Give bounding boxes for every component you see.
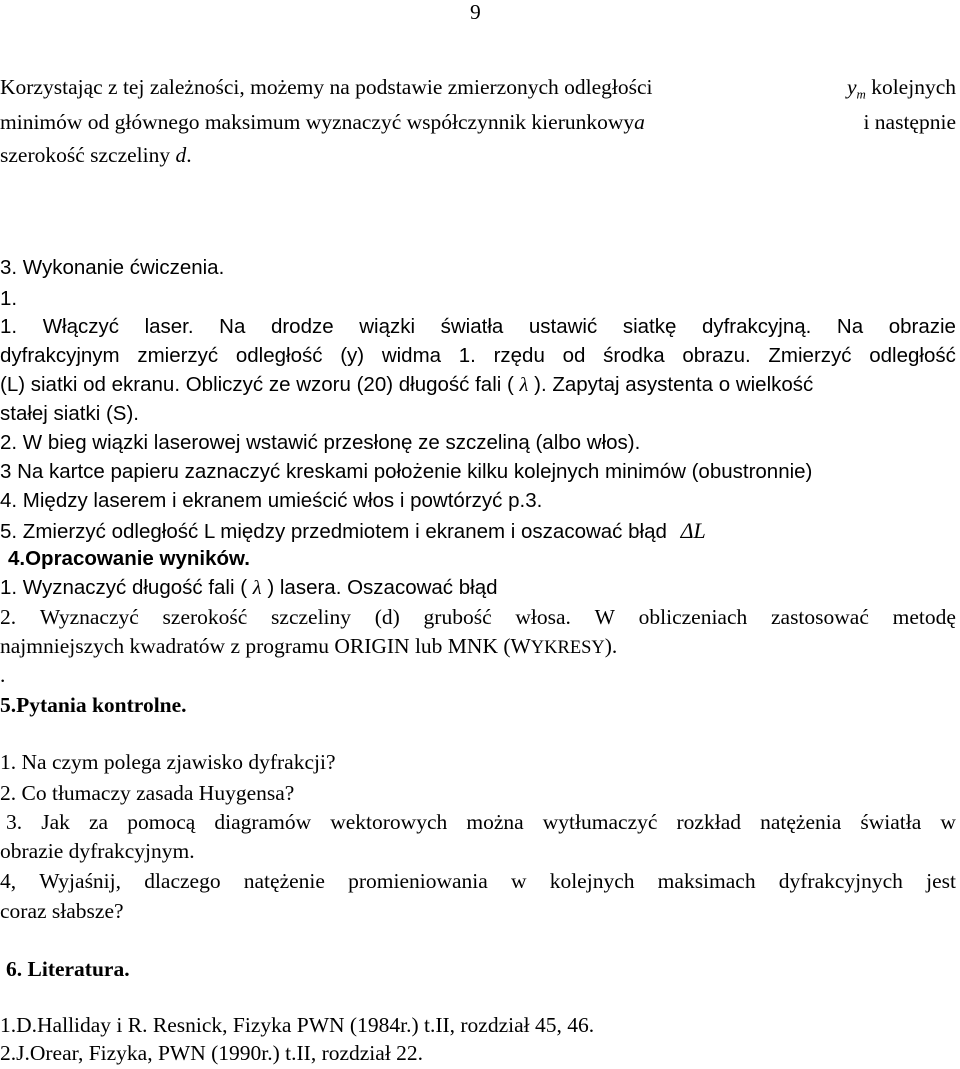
intro-line-2-post: i następnie xyxy=(863,110,956,134)
question-3-line-1-word: natężenia xyxy=(760,810,842,834)
section-5-heading: 5.Pytania kontrolne. xyxy=(0,693,187,717)
intro-line-1-text: Korzystając z tej zależności, możemy na podstawie zmierzonych odległości xyxy=(0,75,653,99)
section-3-item-1-line-1-word: Na xyxy=(219,315,246,338)
intro-line-3-post: . xyxy=(186,143,192,167)
section-3-item-1-line-2-word: Zmierzyć xyxy=(768,344,852,367)
section-3-item-1-line-1-word: laser. xyxy=(144,315,194,338)
section-4-item-2-line-1-word: (d) xyxy=(374,605,400,629)
section-3-item-1-line-3 xyxy=(0,375,956,396)
section-3-item-1-line-1-word: siatkę xyxy=(622,315,677,338)
section-3-item-1-line-2-word: odległość xyxy=(869,344,956,367)
lambda-symbol-2: λ xyxy=(252,577,262,599)
question-4-line-1-word: jest xyxy=(926,869,956,893)
question-2: 2. Co tłumaczy zasada Huygensa? xyxy=(0,781,295,805)
question-3-line-1-word: wektorowych xyxy=(330,810,448,834)
section-3-item-1-line-1-word: wiązki xyxy=(359,315,416,338)
section-3-heading: 3. Wykonanie ćwiczenia. xyxy=(0,256,225,279)
section-3-item-1-line-2-word: obrazu. xyxy=(682,344,751,367)
question-4-line-1-word: dyfrakcyjnych xyxy=(778,869,903,893)
section-3-item-1-line-1-word: światła xyxy=(440,315,504,338)
section-4-item-2-line-1-word: metodę xyxy=(892,605,956,629)
section-3-item-1-line-2-word: od xyxy=(562,344,586,367)
section-4-item-2-line-2 xyxy=(0,636,617,658)
intro-line-1-post: kolejnych xyxy=(871,75,956,99)
reference-1: 1.D.Halliday i R. Resnick, Fizyka PWN (1984r.) t.II, rozdział 45, 46. xyxy=(0,1013,595,1037)
section-3-item-1-line-1-word: drodze xyxy=(270,315,334,338)
section-4-item-2-line-1-word: włosa. xyxy=(515,605,571,629)
section-3-item-1-line-1-word: ustawić xyxy=(528,315,598,338)
question-1: 1. Na czym polega zjawisko dyfrakcji? xyxy=(0,750,336,774)
section-3-item-1-line-1-word: dyfrakcyjną. xyxy=(701,315,812,338)
section-3-item-1-line-1-word: 1. xyxy=(0,315,18,338)
ym-symbol: y xyxy=(846,75,857,99)
section-3-item-1-line-1-word: Na xyxy=(836,315,864,338)
section-4-item-2-line-1-word: 2. xyxy=(0,605,17,629)
question-3-line-1-word: wytłumaczyć xyxy=(542,810,658,834)
section-4-item-2-line-1 xyxy=(0,607,956,629)
d-symbol: d xyxy=(175,143,187,167)
s3-i1-l3-a xyxy=(0,375,813,396)
question-3-line-1 xyxy=(6,812,956,834)
intro-line-1-end xyxy=(847,77,956,101)
ym-subscript: m xyxy=(856,87,866,102)
section-4-heading: 4.Opracowanie wyników. xyxy=(8,547,250,570)
section-3-item-1-line-1-word: Włączyć xyxy=(42,315,119,338)
section-3-item-1-line-2 xyxy=(0,346,956,367)
s4-i2-l2-post: ). xyxy=(604,634,618,658)
s3-i5-pre: 5. Zmierzyć odległość L między przedmiotem i ekranem i oszacować błąd xyxy=(0,520,667,543)
s4-i2-l2-caps: YKRESY xyxy=(530,637,605,657)
s4-i2-l2-pre: najmniejszych kwadratów z programu ORIGIN lub MNK (W xyxy=(0,634,531,658)
question-4-line-1-word: Wyjaśnij, xyxy=(39,869,122,893)
question-3-line-1-word: pomocą xyxy=(127,810,196,834)
page-number: 9 xyxy=(470,0,481,24)
s4-i1-post: ) lasera. Oszacować błąd xyxy=(267,576,498,599)
question-4-line-1-word: maksimach xyxy=(657,869,756,893)
section-4-item-1 xyxy=(0,578,498,599)
section-3-item-3: 3 Na kartce papieru zaznaczyć kreskami położenie kilku kolejnych minimów (obustronnie) xyxy=(0,460,813,483)
section-6-heading: 6. Literatura. xyxy=(6,957,130,981)
section-4-item-2-line-1-word: Wyznaczyć xyxy=(39,605,139,629)
section-3-item-1-line-2-word: odległość xyxy=(235,344,323,367)
intro-line-2-pre: minimów od głównego maksimum wyznaczyć współczynnik kierunkowy xyxy=(0,110,635,134)
question-4-line-1-word: kolejnych xyxy=(549,869,635,893)
question-4-line-1-word: dlaczego xyxy=(144,869,221,893)
section-3-item-5 xyxy=(0,520,706,543)
intro-line-3-pre: szerokość szczeliny xyxy=(0,143,171,167)
question-3-line-1-word: diagramów xyxy=(214,810,312,834)
section-3-item-4: 4. Między laserem i ekranem umieścić włos i powtórzyć p.3. xyxy=(0,489,543,512)
reference-2: 2.J.Orear, Fizyka, PWN (1990r.) t.II, rozdział 22. xyxy=(0,1041,424,1065)
intro-line-2 xyxy=(0,112,956,134)
section-3-item-1-line-2-word: 1. xyxy=(458,344,476,367)
question-3-line-2: obrazie dyfrakcyjnym. xyxy=(0,839,195,863)
section-3-item-2: 2. W bieg wiązki laserowej wstawić przesłonę ze szczeliną (albo włos). xyxy=(0,431,641,454)
section-3-item-1-line-2-word: (y) xyxy=(340,344,365,367)
intro-line-2-text xyxy=(0,112,645,134)
question-3-line-1-word: za xyxy=(89,810,109,834)
a-symbol: a xyxy=(634,110,645,134)
s4-i1-pre: 1. Wyznaczyć długość fali ( xyxy=(0,576,248,599)
section-4-item-2-line-1-word: W xyxy=(594,605,615,629)
section-4-item-2-line-1-word: grubość xyxy=(423,605,492,629)
question-4-line-1-word: 4, xyxy=(0,869,17,893)
question-4-line-1-word: w xyxy=(511,869,527,893)
intro-line-1 xyxy=(0,77,956,101)
question-4-line-1 xyxy=(0,871,956,893)
question-3-line-1-word: światła xyxy=(860,810,922,834)
question-4-line-1-word: promieniowania xyxy=(348,869,488,893)
section-4-item-2-line-1-word: zastosować xyxy=(770,605,869,629)
section-3-item-1-line-2-word: zmierzyć xyxy=(137,344,219,367)
section-3-item-1-line-1-word: obrazie xyxy=(888,315,956,338)
s3-i1-l3-post: ). Zapytaj asystenta o wielkość xyxy=(534,373,814,396)
intro-line-3 xyxy=(0,145,192,167)
delta-l-symbol: ΔL xyxy=(680,518,706,543)
section-4-item-2-line-1-word: szczeliny xyxy=(271,605,352,629)
question-3-line-1-word: rozkład xyxy=(676,810,741,834)
question-3-line-1-word: Jak xyxy=(41,810,70,834)
section-3-item-1-line-2-word: widma xyxy=(381,344,442,367)
question-4-line-1-word: natężenie xyxy=(243,869,325,893)
s3-i1-l3-pre: (L) siatki od ekranu. Obliczyć ze wzoru (20) długość fali ( xyxy=(0,373,514,396)
question-4-line-2: coraz słabsze? xyxy=(0,899,124,923)
section-3-item-1-line-2-word: dyfrakcyjnym xyxy=(0,344,120,367)
section-3-item-1-line-2-word: środka xyxy=(603,344,665,367)
section-3-item-1-line-4: stałej siatki (S). xyxy=(0,402,139,425)
section-3-item-1-line-1 xyxy=(0,317,956,338)
question-3-line-1-word: można xyxy=(466,810,524,834)
question-3-line-1-word: w xyxy=(940,810,956,834)
question-3-line-1-word: 3. xyxy=(6,810,23,834)
section-4-dot: . xyxy=(0,663,6,687)
section-3-item-0: 1. xyxy=(0,287,18,310)
lambda-symbol: λ xyxy=(519,374,529,396)
section-4-item-2-line-1-word: obliczeniach xyxy=(638,605,748,629)
section-4-item-2-line-1-word: szerokość xyxy=(162,605,248,629)
section-3-item-1-line-2-word: rzędu xyxy=(493,344,545,367)
